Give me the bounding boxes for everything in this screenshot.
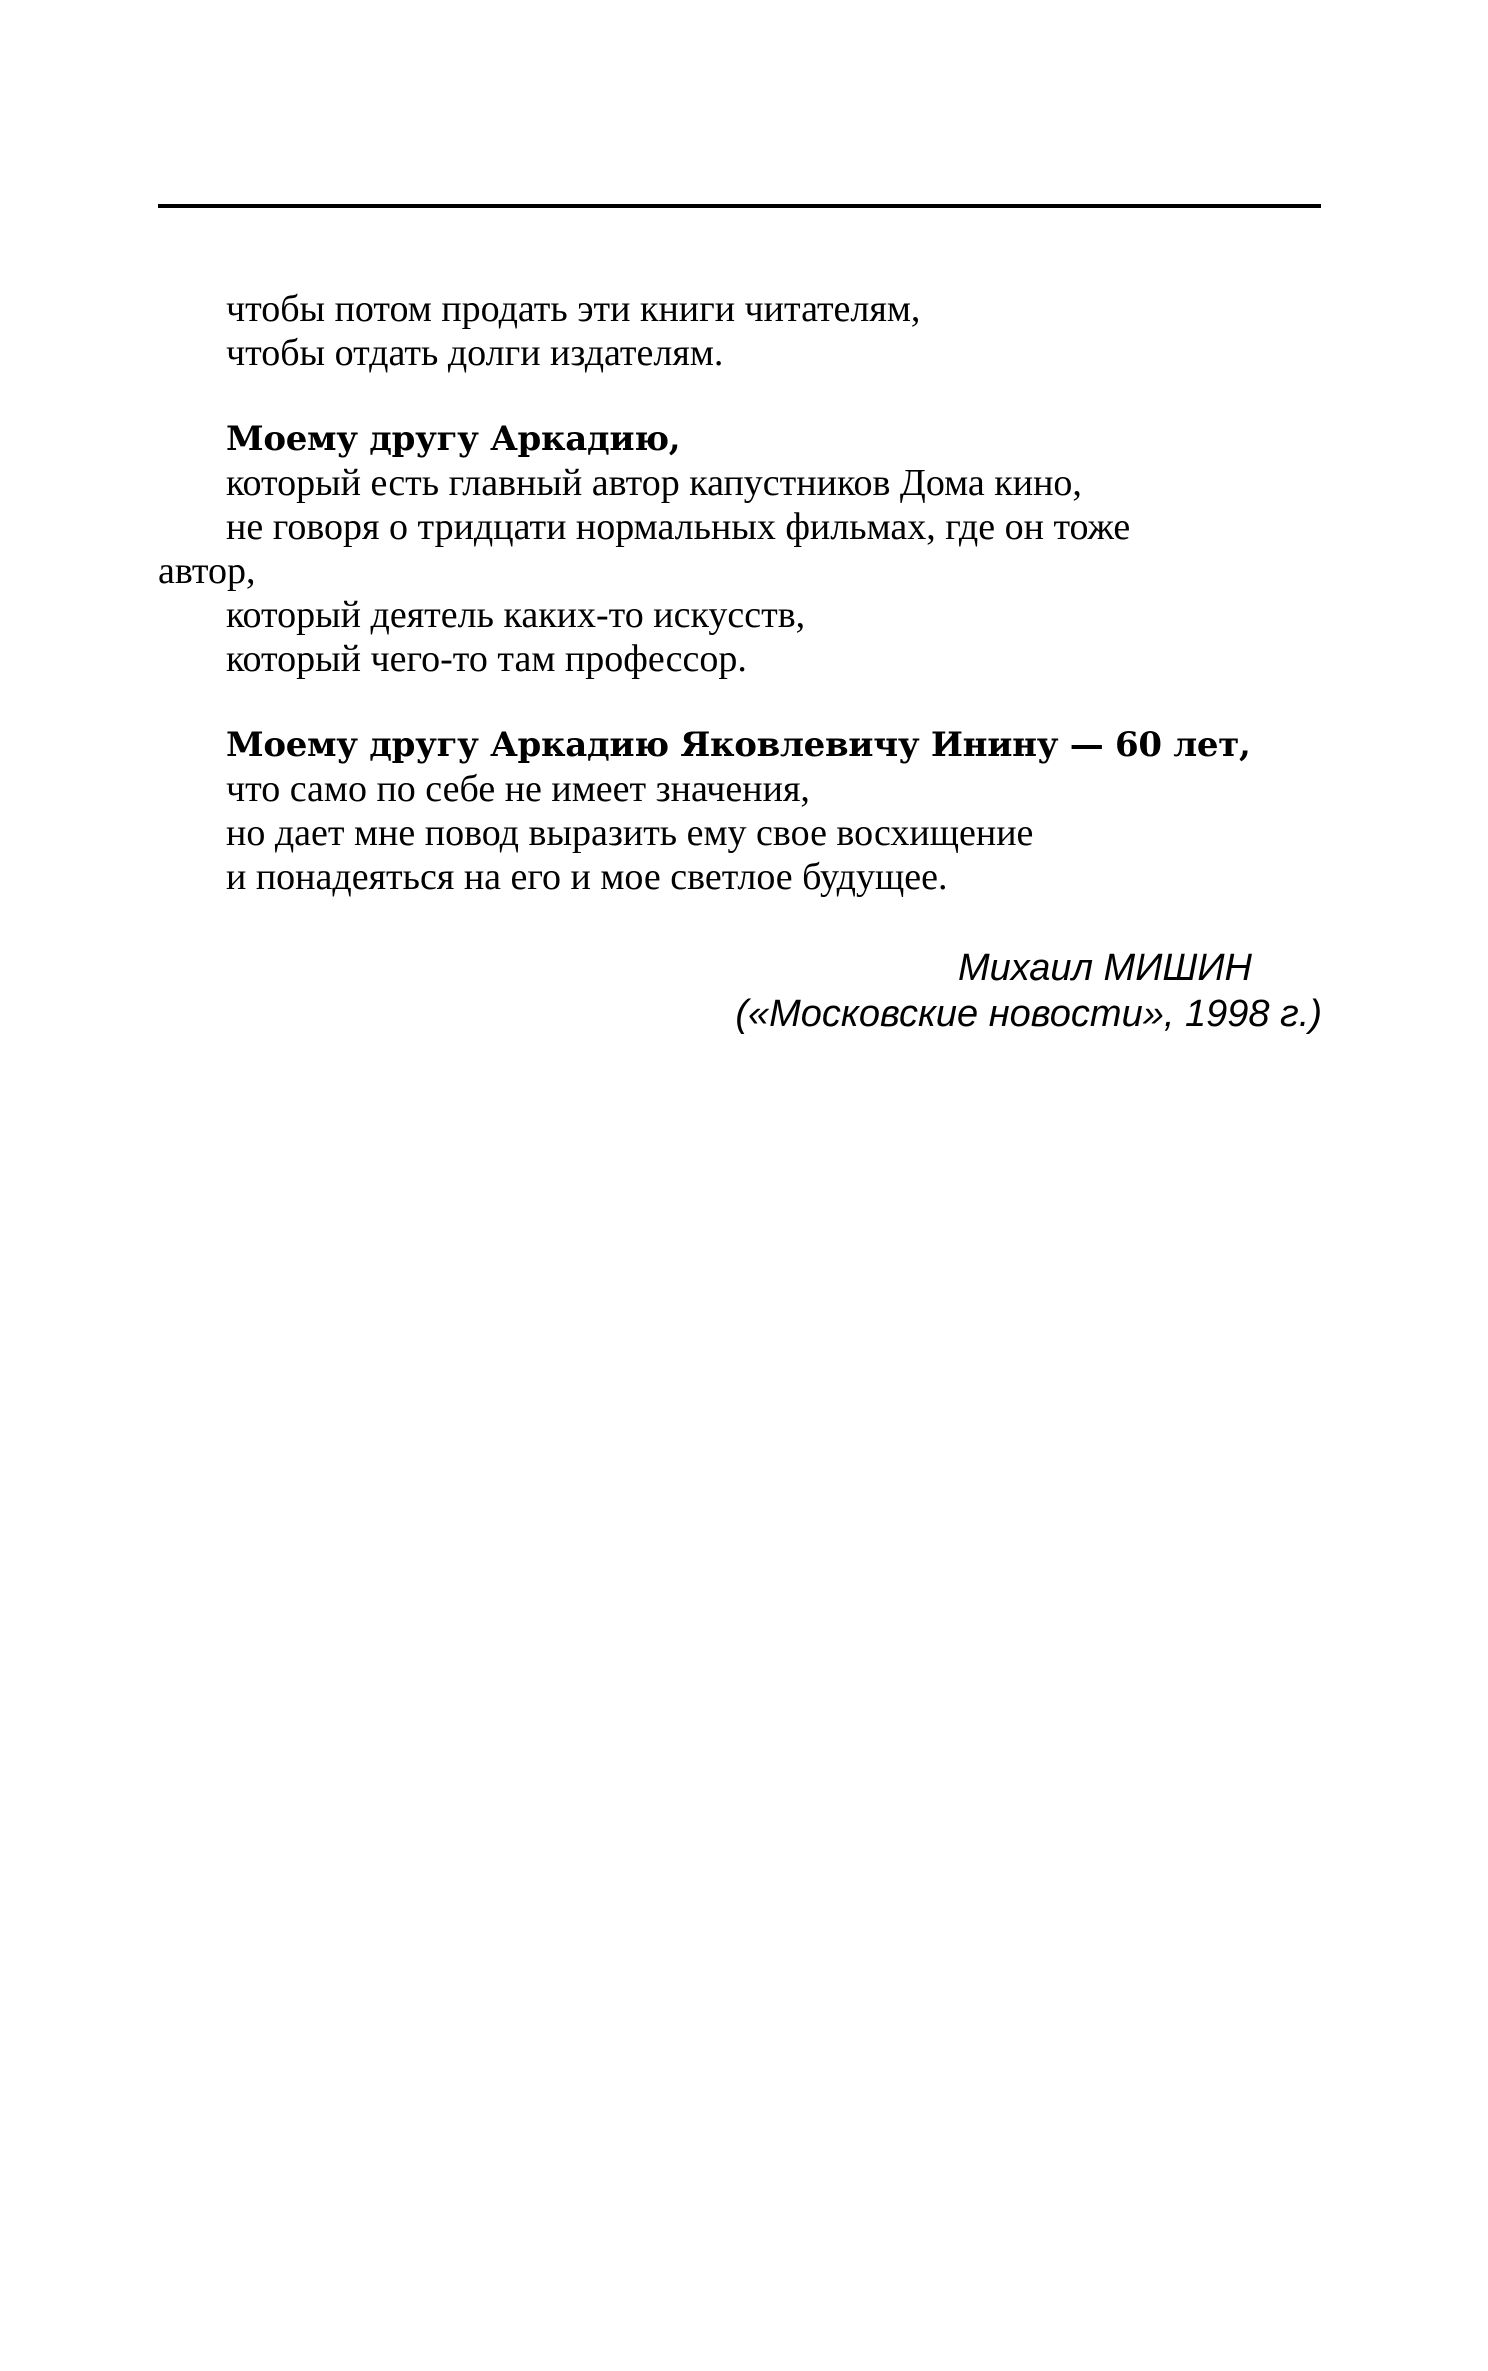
stanza-2-heading: Моему другу Аркадию,: [226, 419, 681, 459]
signature-author: Михаил МИШИН: [957, 947, 1252, 989]
stanza-3: [158, 723, 1321, 899]
stanza-3-heading: Моему другу Аркадию Яковлевичу Инину — 60 лет,: [226, 725, 1251, 765]
stanza-3-line-2: но дает мне повод выразить ему свое восхищение: [226, 812, 1034, 854]
stanza-2-line-2: не говоря о тридцати нормальных фильмах, где он тоже: [226, 506, 1131, 548]
stanza-2-line-4: который чего-то там профессор.: [226, 638, 747, 680]
stanza-1-line-2: чтобы отдать долги издателям.: [226, 332, 724, 374]
signature-source: («Московские новости», 1998 г.): [735, 993, 1322, 1035]
stanza-2-line-3: который деятель каких-то искусств,: [226, 594, 806, 636]
signature: [735, 945, 1322, 1037]
stanza-1: [158, 287, 1321, 375]
stanza-2: [158, 417, 1321, 681]
stanza-3-line-1: что само по себе не имеет значения,: [226, 768, 810, 810]
dedication-text: [158, 287, 1321, 899]
stanza-2-line-1: который есть главный автор капустников Дома кино,: [226, 462, 1082, 504]
stanza-2-line-2-continuation: автор,: [158, 550, 256, 592]
top-rule: [158, 204, 1321, 208]
stanza-1-line-1: чтобы потом продать эти книги читателям,: [226, 288, 921, 330]
stanza-3-line-3: и понадеяться на его и мое светлое будущее.: [226, 856, 948, 898]
